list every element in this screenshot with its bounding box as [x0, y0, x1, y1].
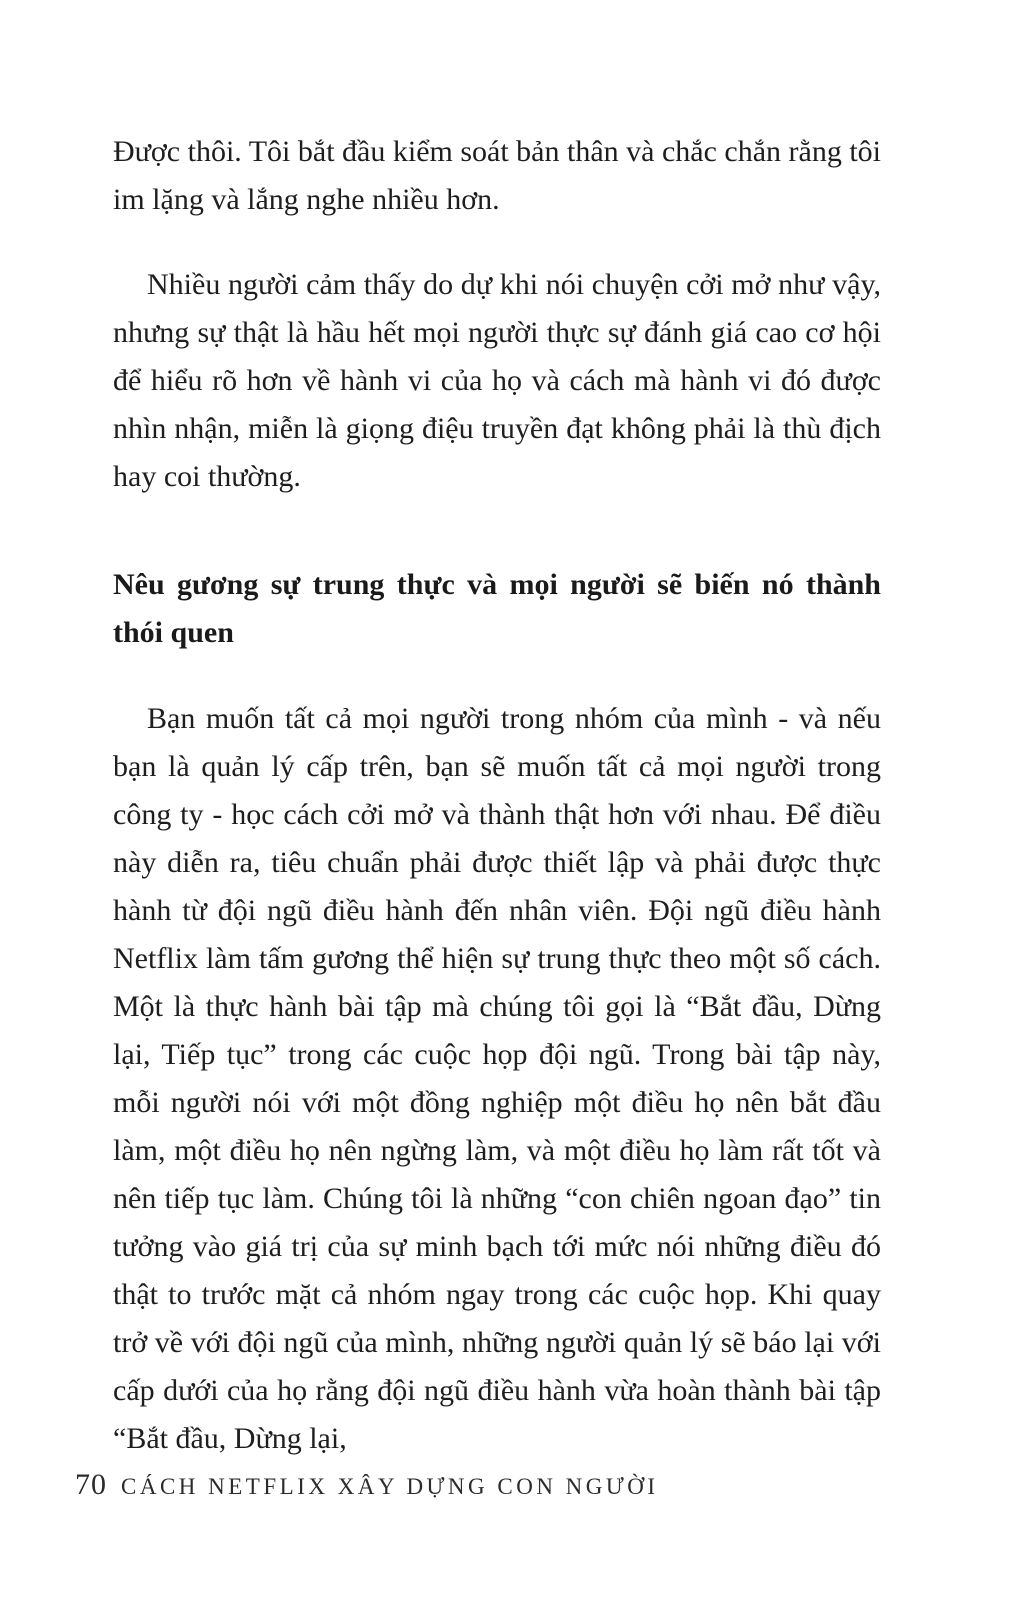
page-number: 70	[75, 1468, 107, 1501]
page-footer	[75, 1468, 659, 1502]
section-heading: Nêu gương sự trung thực và mọi người sẽ biến nó thành thói quen	[113, 568, 881, 649]
running-title: CÁCH NETFLIX XÂY DỰNG CON NGƯỜI	[121, 1474, 659, 1499]
page-text-block	[113, 128, 881, 1463]
paragraph: Nhiều người cảm thấy do dự khi nói chuyện cởi mở như vậy, nhưng sự thật là hầu hết mọi người thực sự đánh giá cao cơ hội để hiểu rõ hơn về hành vi của họ và cách mà hành vi đó được nhìn nhận, miễn là giọng điệu truyền đạt không phải là thù địch hay coi thường.	[113, 268, 881, 493]
paragraph-continuation: Được thôi. Tôi bắt đầu kiểm soát bản thân và chắc chắn rằng tôi im lặng và lắng nghe nhiều hơn.	[113, 135, 882, 216]
paragraph: Bạn muốn tất cả mọi người trong nhóm của mình - và nếu bạn là quản lý cấp trên, bạn sẽ muốn tất cả mọi người trong công ty - học cách cởi mở và thành thật hơn với nhau. Để điều này diễn ra, tiêu chuẩn phải được thiết lập và phải được thực hành từ đội ngũ điều hành đến nhân viên. Đội ngũ điều hành Netflix làm tấm gương thể hiện sự trung thực theo một số cách. Một là thực hành bài tập mà chúng tôi gọi là “Bắt đầu, Dừng lại, Tiếp tục” trong các cuộc họp đội ngũ. Trong bài tập này, mỗi người nói với một đồng nghiệp một điều họ nên bắt đầu làm, một điều họ nên ngừng làm, và một điều họ làm rất tốt và nên tiếp tục làm. Chúng tôi là những “con chiên ngoan đạo” tin tưởng vào giá trị của sự minh bạch tới mức nói những điều đó thật to trước mặt cả nhóm ngay trong các cuộc họp. Khi quay trở về với đội ngũ của mình, những người quản lý sẽ báo lại với cấp dưới của họ rằng đội ngũ điều hành vừa hoàn thành bài tập “Bắt đầu, Dừng lại,	[113, 702, 881, 1455]
